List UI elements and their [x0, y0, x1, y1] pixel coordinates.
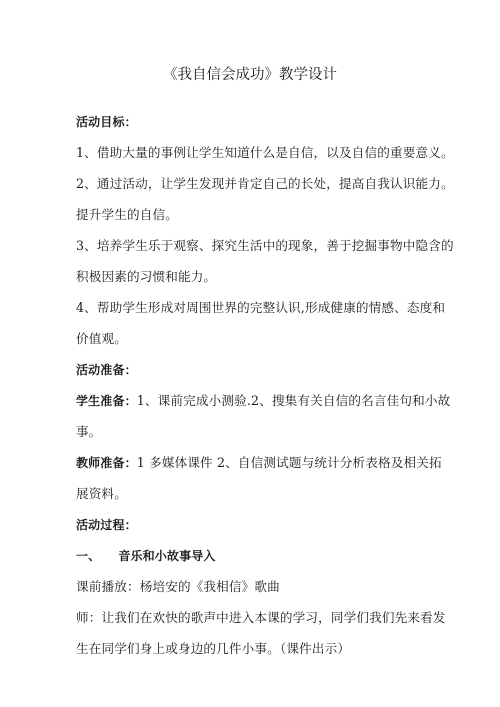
section-1-number: 一、: [76, 549, 101, 563]
teacher-dialogue-line-2: 生在同学们身上或身边的几件小事。（课件出示）: [76, 641, 351, 656]
objective-2-line-1: 2、通过活动，让学生发现并肯定自己的长处，提高自我认识能力。: [76, 176, 454, 191]
teacher-prep-label: 教师准备：: [76, 456, 137, 470]
objective-2-line-2: 提升学生的自信。: [76, 207, 178, 222]
teacher-prep-line-1: [76, 455, 442, 471]
objective-4-line-1: 4、帮助学生形成对周围世界的完整认识,形成健康的情感、态度和: [76, 300, 446, 315]
teacher-dialogue-line-1: 师：让我们在欢快的歌声中进入本课的学习，同学们我们先来看发: [76, 610, 446, 625]
objective-1: 1、借助大量的事例让学生知道什么是自信，以及自信的重要意义。: [76, 145, 454, 160]
objective-3-line-1: 3、培养学生乐于观察、探究生活中的现象，善于挖掘事物中隐含的: [76, 238, 454, 253]
objective-3-line-2: 积极因素的习惯和能力。: [76, 269, 217, 284]
student-prep-text: 1、课前完成小测验.2、搜集有关自信的名言佳句和小故: [136, 393, 451, 408]
student-prep-line-2: 事。: [76, 424, 102, 439]
prep-heading: 活动准备：: [76, 363, 137, 377]
objective-4-line-2: 价值观。: [76, 331, 127, 346]
section-1-title: 音乐和小故事导入: [118, 549, 216, 563]
section-1-heading: [76, 548, 436, 564]
objectives-heading: 活动目标：: [76, 115, 137, 129]
student-prep-line-1: [76, 393, 451, 409]
document-title: 《我自信会成功》教学设计: [163, 67, 337, 83]
process-heading: 活动过程：: [76, 518, 137, 532]
teacher-prep-text: 1 多媒体课件 2、自信测试题与统计分析表格及相关拓: [136, 455, 442, 470]
pre-class-music: 课前播放：杨培安的《我相信》歌曲: [76, 579, 280, 594]
teacher-prep-line-2: 展资料。: [76, 486, 127, 501]
student-prep-label: 学生准备：: [76, 394, 137, 408]
